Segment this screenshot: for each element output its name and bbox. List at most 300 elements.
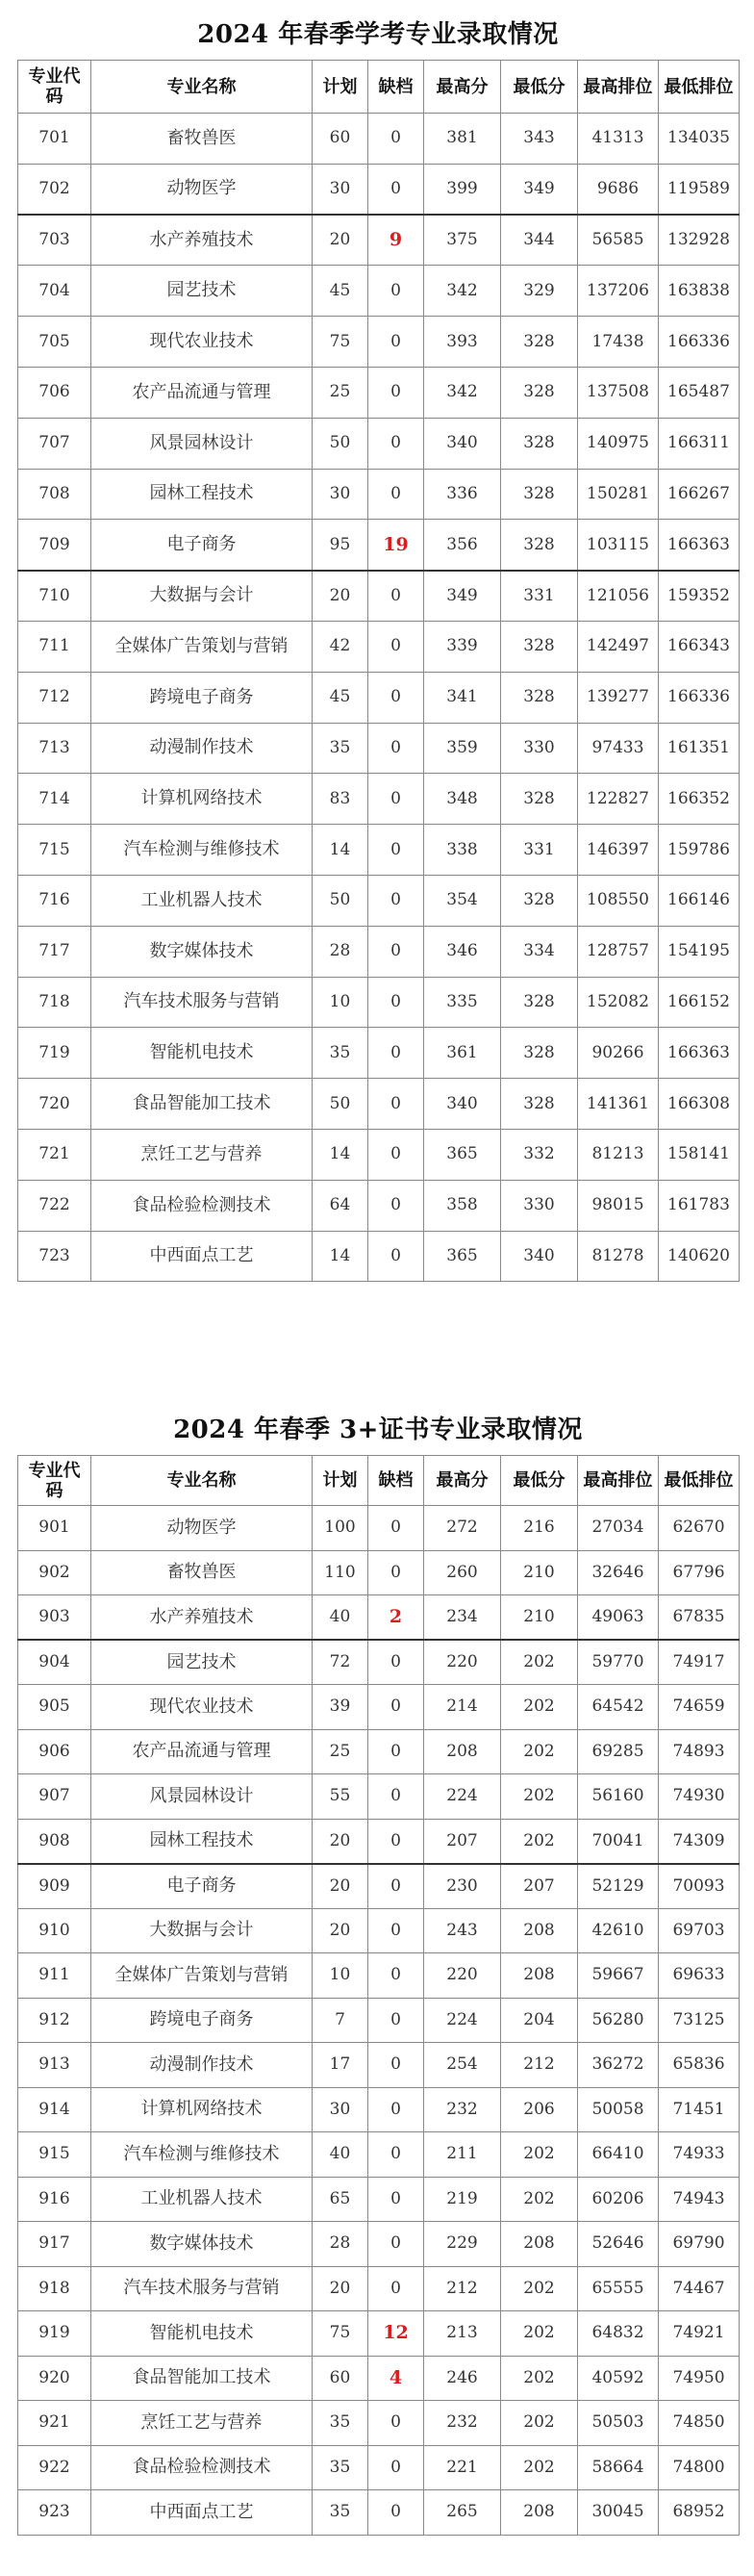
plan-count-cell: 17 xyxy=(313,2043,368,2088)
major-name-cell: 动漫制作技术 xyxy=(91,2043,313,2088)
highest-score-cell: 346 xyxy=(424,926,501,977)
lowest-score-cell: 208 xyxy=(501,1908,578,1953)
lowest-score-cell: 202 xyxy=(501,2401,578,2446)
shortfall-count-cell: 0 xyxy=(368,317,424,368)
plan-count-cell: 100 xyxy=(313,1506,368,1551)
table-row xyxy=(18,1506,740,1551)
major-name-cell: 汽车技术服务与营销 xyxy=(91,977,313,1028)
shortfall-count-cell: 0 xyxy=(368,875,424,926)
highest-score-cell: 361 xyxy=(424,1028,501,1079)
major-name-cell: 计算机网络技术 xyxy=(91,2087,313,2132)
table-row xyxy=(18,1028,740,1079)
table-row xyxy=(18,418,740,469)
major-name-cell: 水产养殖技术 xyxy=(91,1595,313,1641)
highest-score-cell: 342 xyxy=(424,266,501,317)
plan-count-cell: 35 xyxy=(313,2445,368,2490)
lowest-rank-cell: 69703 xyxy=(659,1908,740,1953)
highest-score-cell: 224 xyxy=(424,1998,501,2043)
highest-rank-cell: 98015 xyxy=(578,1180,659,1231)
lowest-score-cell: 328 xyxy=(501,520,578,571)
shortfall-count-cell: 12 xyxy=(368,2311,424,2357)
major-name-cell: 畜牧兽医 xyxy=(91,1550,313,1595)
shortfall-count-cell: 0 xyxy=(368,571,424,622)
table-row xyxy=(18,1079,740,1130)
major-code-cell: 723 xyxy=(18,1231,91,1282)
lowest-rank-cell: 70093 xyxy=(659,1864,740,1909)
highest-score-cell: 365 xyxy=(424,1231,501,1282)
lowest-rank-cell: 166363 xyxy=(659,1028,740,1079)
highest-rank-cell: 52129 xyxy=(578,1864,659,1909)
major-code-cell: 907 xyxy=(18,1774,91,1820)
column-header-lowest-rank: 最低排位 xyxy=(659,1456,740,1506)
highest-score-cell: 246 xyxy=(424,2356,501,2401)
highest-rank-cell: 50503 xyxy=(578,2401,659,2446)
shortfall-count-cell: 0 xyxy=(368,1998,424,2043)
shortfall-count-cell: 0 xyxy=(368,114,424,165)
table-row xyxy=(18,469,740,520)
major-name-cell: 园艺技术 xyxy=(91,1640,313,1685)
table-row xyxy=(18,621,740,672)
plan-count-cell: 75 xyxy=(313,2311,368,2357)
shortfall-count-cell: 0 xyxy=(368,1506,424,1551)
highest-rank-cell: 59667 xyxy=(578,1953,659,1999)
lowest-rank-cell: 140620 xyxy=(659,1231,740,1282)
table-row xyxy=(18,825,740,876)
lowest-rank-cell: 159352 xyxy=(659,571,740,622)
highest-score-cell: 342 xyxy=(424,367,501,418)
major-name-cell: 食品检验检测技术 xyxy=(91,1180,313,1231)
lowest-rank-cell: 71451 xyxy=(659,2087,740,2132)
shortfall-count-cell: 0 xyxy=(368,1819,424,1864)
major-code-cell: 701 xyxy=(18,114,91,165)
highest-score-cell: 393 xyxy=(424,317,501,368)
major-name-cell: 园林工程技术 xyxy=(91,1819,313,1864)
column-header-plan-count: 计划 xyxy=(313,61,368,114)
major-code-cell: 721 xyxy=(18,1129,91,1180)
plan-count-cell: 14 xyxy=(313,825,368,876)
lowest-rank-cell: 68952 xyxy=(659,2490,740,2536)
lowest-rank-cell: 161351 xyxy=(659,723,740,774)
highest-rank-cell: 65555 xyxy=(578,2266,659,2311)
shortfall-count-cell: 4 xyxy=(368,2356,424,2401)
plan-count-cell: 50 xyxy=(313,1079,368,1130)
major-code-cell: 903 xyxy=(18,1595,91,1641)
shortfall-count-cell: 19 xyxy=(368,520,424,571)
lowest-score-cell: 206 xyxy=(501,2087,578,2132)
highest-rank-cell: 64832 xyxy=(578,2311,659,2357)
highest-rank-cell: 27034 xyxy=(578,1506,659,1551)
shortfall-count-cell: 0 xyxy=(368,1774,424,1820)
table-row xyxy=(18,1864,740,1909)
section-title: 2024 年春季 3+证书专业录取情况 xyxy=(173,1416,583,1444)
major-code-cell: 713 xyxy=(18,723,91,774)
highest-score-cell: 338 xyxy=(424,825,501,876)
plan-count-cell: 45 xyxy=(313,266,368,317)
shortfall-count-cell: 0 xyxy=(368,2490,424,2536)
highest-score-cell: 220 xyxy=(424,1953,501,1999)
lowest-score-cell: 330 xyxy=(501,723,578,774)
lowest-rank-cell: 74930 xyxy=(659,1774,740,1820)
shortfall-count-cell: 0 xyxy=(368,469,424,520)
lowest-score-cell: 344 xyxy=(501,215,578,266)
highest-rank-cell: 137206 xyxy=(578,266,659,317)
plan-count-cell: 55 xyxy=(313,1774,368,1820)
lowest-rank-cell: 74659 xyxy=(659,1685,740,1730)
lowest-rank-cell: 166352 xyxy=(659,774,740,825)
plan-count-cell: 20 xyxy=(313,1819,368,1864)
admission-section-3plus-certificate xyxy=(17,1405,739,2536)
table-row xyxy=(18,723,740,774)
lowest-score-cell: 212 xyxy=(501,2043,578,2088)
lowest-score-cell: 328 xyxy=(501,418,578,469)
shortfall-count-cell: 9 xyxy=(368,215,424,266)
highest-rank-cell: 122827 xyxy=(578,774,659,825)
admission-section-spring-exam xyxy=(17,10,739,1282)
lowest-rank-cell: 166152 xyxy=(659,977,740,1028)
major-code-cell: 911 xyxy=(18,1953,91,1999)
highest-score-cell: 340 xyxy=(424,418,501,469)
lowest-rank-cell: 74943 xyxy=(659,2177,740,2222)
lowest-rank-cell: 74800 xyxy=(659,2445,740,2490)
highest-rank-cell: 137508 xyxy=(578,367,659,418)
major-name-cell: 食品检验检测技术 xyxy=(91,2445,313,2490)
table-row xyxy=(18,2043,740,2088)
highest-score-cell: 272 xyxy=(424,1506,501,1551)
major-name-cell: 跨境电子商务 xyxy=(91,1998,313,2043)
highest-rank-cell: 64542 xyxy=(578,1685,659,1730)
major-name-cell: 食品智能加工技术 xyxy=(91,1079,313,1130)
plan-count-cell: 35 xyxy=(313,2401,368,2446)
table-row xyxy=(18,2132,740,2178)
highest-score-cell: 212 xyxy=(424,2266,501,2311)
major-code-cell: 711 xyxy=(18,621,91,672)
highest-score-cell: 234 xyxy=(424,1595,501,1641)
table-row xyxy=(18,114,740,165)
plan-count-cell: 64 xyxy=(313,1180,368,1231)
table-row xyxy=(18,317,740,368)
lowest-rank-cell: 74850 xyxy=(659,2401,740,2446)
lowest-score-cell: 328 xyxy=(501,317,578,368)
major-name-cell: 风景园林设计 xyxy=(91,1774,313,1820)
shortfall-count-cell: 0 xyxy=(368,1231,424,1282)
lowest-score-cell: 202 xyxy=(501,1640,578,1685)
lowest-score-cell: 204 xyxy=(501,1998,578,2043)
highest-rank-cell: 9686 xyxy=(578,164,659,215)
lowest-rank-cell: 74917 xyxy=(659,1640,740,1685)
major-code-cell: 902 xyxy=(18,1550,91,1595)
column-header-lowest-score: 最低分 xyxy=(501,61,578,114)
major-code-cell: 708 xyxy=(18,469,91,520)
major-code-cell: 917 xyxy=(18,2222,91,2267)
column-header-plan-count: 计划 xyxy=(313,1456,368,1506)
highest-rank-cell: 58664 xyxy=(578,2445,659,2490)
lowest-score-cell: 328 xyxy=(501,367,578,418)
highest-rank-cell: 90266 xyxy=(578,1028,659,1079)
plan-count-cell: 45 xyxy=(313,672,368,723)
highest-rank-cell: 81213 xyxy=(578,1129,659,1180)
column-header-highest-rank: 最高排位 xyxy=(578,61,659,114)
shortfall-count-cell: 0 xyxy=(368,1028,424,1079)
highest-score-cell: 358 xyxy=(424,1180,501,1231)
lowest-score-cell: 332 xyxy=(501,1129,578,1180)
column-header-highest-score: 最高分 xyxy=(424,61,501,114)
major-name-cell: 工业机器人技术 xyxy=(91,2177,313,2222)
highest-rank-cell: 152082 xyxy=(578,977,659,1028)
lowest-rank-cell: 166363 xyxy=(659,520,740,571)
highest-score-cell: 375 xyxy=(424,215,501,266)
major-name-cell: 现代农业技术 xyxy=(91,317,313,368)
shortfall-count-cell: 0 xyxy=(368,1953,424,1999)
plan-count-cell: 10 xyxy=(313,1953,368,1999)
lowest-score-cell: 202 xyxy=(501,2266,578,2311)
header-row xyxy=(18,61,740,114)
table-row xyxy=(18,2222,740,2267)
column-header-shortfall-count: 缺档 xyxy=(368,1456,424,1506)
table-row xyxy=(18,1685,740,1730)
shortfall-count-cell: 0 xyxy=(368,926,424,977)
lowest-rank-cell: 74467 xyxy=(659,2266,740,2311)
lowest-rank-cell: 159786 xyxy=(659,825,740,876)
highest-rank-cell: 42610 xyxy=(578,1908,659,1953)
lowest-rank-cell: 74893 xyxy=(659,1729,740,1774)
table-row xyxy=(18,2356,740,2401)
lowest-rank-cell: 134035 xyxy=(659,114,740,165)
highest-rank-cell: 128757 xyxy=(578,926,659,977)
highest-rank-cell: 150281 xyxy=(578,469,659,520)
highest-score-cell: 229 xyxy=(424,2222,501,2267)
lowest-rank-cell: 163838 xyxy=(659,266,740,317)
lowest-score-cell: 216 xyxy=(501,1506,578,1551)
table-row xyxy=(18,2087,740,2132)
plan-count-cell: 7 xyxy=(313,1998,368,2043)
major-code-cell: 712 xyxy=(18,672,91,723)
table-row xyxy=(18,1550,740,1595)
plan-count-cell: 20 xyxy=(313,571,368,622)
plan-count-cell: 35 xyxy=(313,1028,368,1079)
shortfall-count-cell: 0 xyxy=(368,367,424,418)
lowest-rank-cell: 132928 xyxy=(659,215,740,266)
highest-rank-cell: 56280 xyxy=(578,1998,659,2043)
lowest-score-cell: 202 xyxy=(501,2445,578,2490)
highest-score-cell: 254 xyxy=(424,2043,501,2088)
highest-score-cell: 208 xyxy=(424,1729,501,1774)
major-code-cell: 918 xyxy=(18,2266,91,2311)
major-name-cell: 汽车检测与维修技术 xyxy=(91,2132,313,2178)
plan-count-cell: 110 xyxy=(313,1550,368,1595)
shortfall-count-cell: 0 xyxy=(368,774,424,825)
lowest-score-cell: 202 xyxy=(501,1774,578,1820)
plan-count-cell: 50 xyxy=(313,418,368,469)
admission-table xyxy=(17,1455,740,2536)
lowest-rank-cell: 166267 xyxy=(659,469,740,520)
highest-score-cell: 221 xyxy=(424,2445,501,2490)
highest-score-cell: 335 xyxy=(424,977,501,1028)
shortfall-count-cell: 0 xyxy=(368,723,424,774)
column-header-major-code: 专业代码 xyxy=(18,61,91,114)
lowest-score-cell: 349 xyxy=(501,164,578,215)
shortfall-count-cell: 0 xyxy=(368,1640,424,1685)
highest-score-cell: 219 xyxy=(424,2177,501,2222)
highest-rank-cell: 139277 xyxy=(578,672,659,723)
plan-count-cell: 28 xyxy=(313,2222,368,2267)
major-code-cell: 904 xyxy=(18,1640,91,1685)
highest-score-cell: 265 xyxy=(424,2490,501,2536)
major-name-cell: 食品智能加工技术 xyxy=(91,2356,313,2401)
major-code-cell: 718 xyxy=(18,977,91,1028)
highest-rank-cell: 56160 xyxy=(578,1774,659,1820)
plan-count-cell: 30 xyxy=(313,2087,368,2132)
column-header-lowest-score: 最低分 xyxy=(501,1456,578,1506)
highest-score-cell: 243 xyxy=(424,1908,501,1953)
shortfall-count-cell: 0 xyxy=(368,1685,424,1730)
major-name-cell: 电子商务 xyxy=(91,520,313,571)
lowest-rank-cell: 158141 xyxy=(659,1129,740,1180)
table-row xyxy=(18,1180,740,1231)
table-row xyxy=(18,1908,740,1953)
major-code-cell: 706 xyxy=(18,367,91,418)
shortfall-count-cell: 0 xyxy=(368,2266,424,2311)
plan-count-cell: 14 xyxy=(313,1231,368,1282)
plan-count-cell: 83 xyxy=(313,774,368,825)
lowest-score-cell: 328 xyxy=(501,469,578,520)
table-row xyxy=(18,1640,740,1685)
major-code-cell: 923 xyxy=(18,2490,91,2536)
lowest-rank-cell: 161783 xyxy=(659,1180,740,1231)
major-name-cell: 大数据与会计 xyxy=(91,571,313,622)
highest-rank-cell: 41313 xyxy=(578,114,659,165)
major-name-cell: 工业机器人技术 xyxy=(91,875,313,926)
plan-count-cell: 10 xyxy=(313,977,368,1028)
lowest-score-cell: 343 xyxy=(501,114,578,165)
plan-count-cell: 35 xyxy=(313,723,368,774)
major-name-cell: 数字媒体技术 xyxy=(91,926,313,977)
table-row xyxy=(18,875,740,926)
shortfall-count-cell: 0 xyxy=(368,977,424,1028)
highest-score-cell: 354 xyxy=(424,875,501,926)
highest-score-cell: 224 xyxy=(424,1774,501,1820)
major-name-cell: 动漫制作技术 xyxy=(91,723,313,774)
table-row xyxy=(18,774,740,825)
major-code-cell: 714 xyxy=(18,774,91,825)
major-code-cell: 905 xyxy=(18,1685,91,1730)
highest-rank-cell: 40592 xyxy=(578,2356,659,2401)
major-name-cell: 中西面点工艺 xyxy=(91,1231,313,1282)
table-row xyxy=(18,266,740,317)
highest-rank-cell: 49063 xyxy=(578,1595,659,1641)
highest-score-cell: 359 xyxy=(424,723,501,774)
major-code-cell: 912 xyxy=(18,1998,91,2043)
major-name-cell: 中西面点工艺 xyxy=(91,2490,313,2536)
lowest-score-cell: 328 xyxy=(501,1079,578,1130)
plan-count-cell: 40 xyxy=(313,2132,368,2178)
highest-rank-cell: 50058 xyxy=(578,2087,659,2132)
lowest-score-cell: 328 xyxy=(501,875,578,926)
lowest-rank-cell: 74921 xyxy=(659,2311,740,2357)
plan-count-cell: 20 xyxy=(313,1908,368,1953)
highest-rank-cell: 17438 xyxy=(578,317,659,368)
lowest-rank-cell: 69790 xyxy=(659,2222,740,2267)
plan-count-cell: 25 xyxy=(313,1729,368,1774)
highest-score-cell: 211 xyxy=(424,2132,501,2178)
major-name-cell: 电子商务 xyxy=(91,1864,313,1909)
highest-rank-cell: 52646 xyxy=(578,2222,659,2267)
major-name-cell: 汽车检测与维修技术 xyxy=(91,825,313,876)
plan-count-cell: 39 xyxy=(313,1685,368,1730)
plan-count-cell: 20 xyxy=(313,1864,368,1909)
highest-rank-cell: 141361 xyxy=(578,1079,659,1130)
lowest-score-cell: 331 xyxy=(501,825,578,876)
major-code-cell: 901 xyxy=(18,1506,91,1551)
plan-count-cell: 25 xyxy=(313,367,368,418)
major-name-cell: 烹饪工艺与营养 xyxy=(91,1129,313,1180)
highest-rank-cell: 32646 xyxy=(578,1550,659,1595)
lowest-rank-cell: 119589 xyxy=(659,164,740,215)
lowest-rank-cell: 166311 xyxy=(659,418,740,469)
highest-score-cell: 232 xyxy=(424,2401,501,2446)
highest-rank-cell: 30045 xyxy=(578,2490,659,2536)
lowest-score-cell: 202 xyxy=(501,1729,578,1774)
shortfall-count-cell: 0 xyxy=(368,2132,424,2178)
highest-score-cell: 230 xyxy=(424,1864,501,1909)
column-header-shortfall-count: 缺档 xyxy=(368,61,424,114)
lowest-score-cell: 208 xyxy=(501,2222,578,2267)
lowest-rank-cell: 166336 xyxy=(659,317,740,368)
table-row xyxy=(18,2311,740,2357)
highest-score-cell: 214 xyxy=(424,1685,501,1730)
lowest-rank-cell: 165487 xyxy=(659,367,740,418)
lowest-score-cell: 202 xyxy=(501,1685,578,1730)
lowest-rank-cell: 62670 xyxy=(659,1506,740,1551)
lowest-rank-cell: 166336 xyxy=(659,672,740,723)
shortfall-count-cell: 0 xyxy=(368,266,424,317)
table-row xyxy=(18,571,740,622)
highest-score-cell: 365 xyxy=(424,1129,501,1180)
shortfall-count-cell: 0 xyxy=(368,1550,424,1595)
major-name-cell: 全媒体广告策划与营销 xyxy=(91,1953,313,1999)
lowest-rank-cell: 154195 xyxy=(659,926,740,977)
major-code-cell: 906 xyxy=(18,1729,91,1774)
highest-score-cell: 341 xyxy=(424,672,501,723)
admission-table xyxy=(17,60,740,1282)
major-code-cell: 908 xyxy=(18,1819,91,1864)
plan-count-cell: 42 xyxy=(313,621,368,672)
lowest-score-cell: 208 xyxy=(501,2490,578,2536)
shortfall-count-cell: 0 xyxy=(368,2177,424,2222)
major-code-cell: 709 xyxy=(18,520,91,571)
major-code-cell: 710 xyxy=(18,571,91,622)
shortfall-count-cell: 0 xyxy=(368,672,424,723)
major-name-cell: 农产品流通与管理 xyxy=(91,1729,313,1774)
plan-count-cell: 40 xyxy=(313,1595,368,1641)
table-row xyxy=(18,520,740,571)
plan-count-cell: 75 xyxy=(313,317,368,368)
lowest-score-cell: 328 xyxy=(501,1028,578,1079)
highest-score-cell: 356 xyxy=(424,520,501,571)
lowest-score-cell: 208 xyxy=(501,1953,578,1999)
plan-count-cell: 14 xyxy=(313,1129,368,1180)
major-code-cell: 722 xyxy=(18,1180,91,1231)
header-row xyxy=(18,1456,740,1506)
lowest-score-cell: 331 xyxy=(501,571,578,622)
plan-count-cell: 60 xyxy=(313,2356,368,2401)
highest-score-cell: 348 xyxy=(424,774,501,825)
highest-rank-cell: 142497 xyxy=(578,621,659,672)
lowest-rank-cell: 65836 xyxy=(659,2043,740,2088)
highest-rank-cell: 108550 xyxy=(578,875,659,926)
major-code-cell: 715 xyxy=(18,825,91,876)
shortfall-count-cell: 0 xyxy=(368,1864,424,1909)
lowest-rank-cell: 74309 xyxy=(659,1819,740,1864)
